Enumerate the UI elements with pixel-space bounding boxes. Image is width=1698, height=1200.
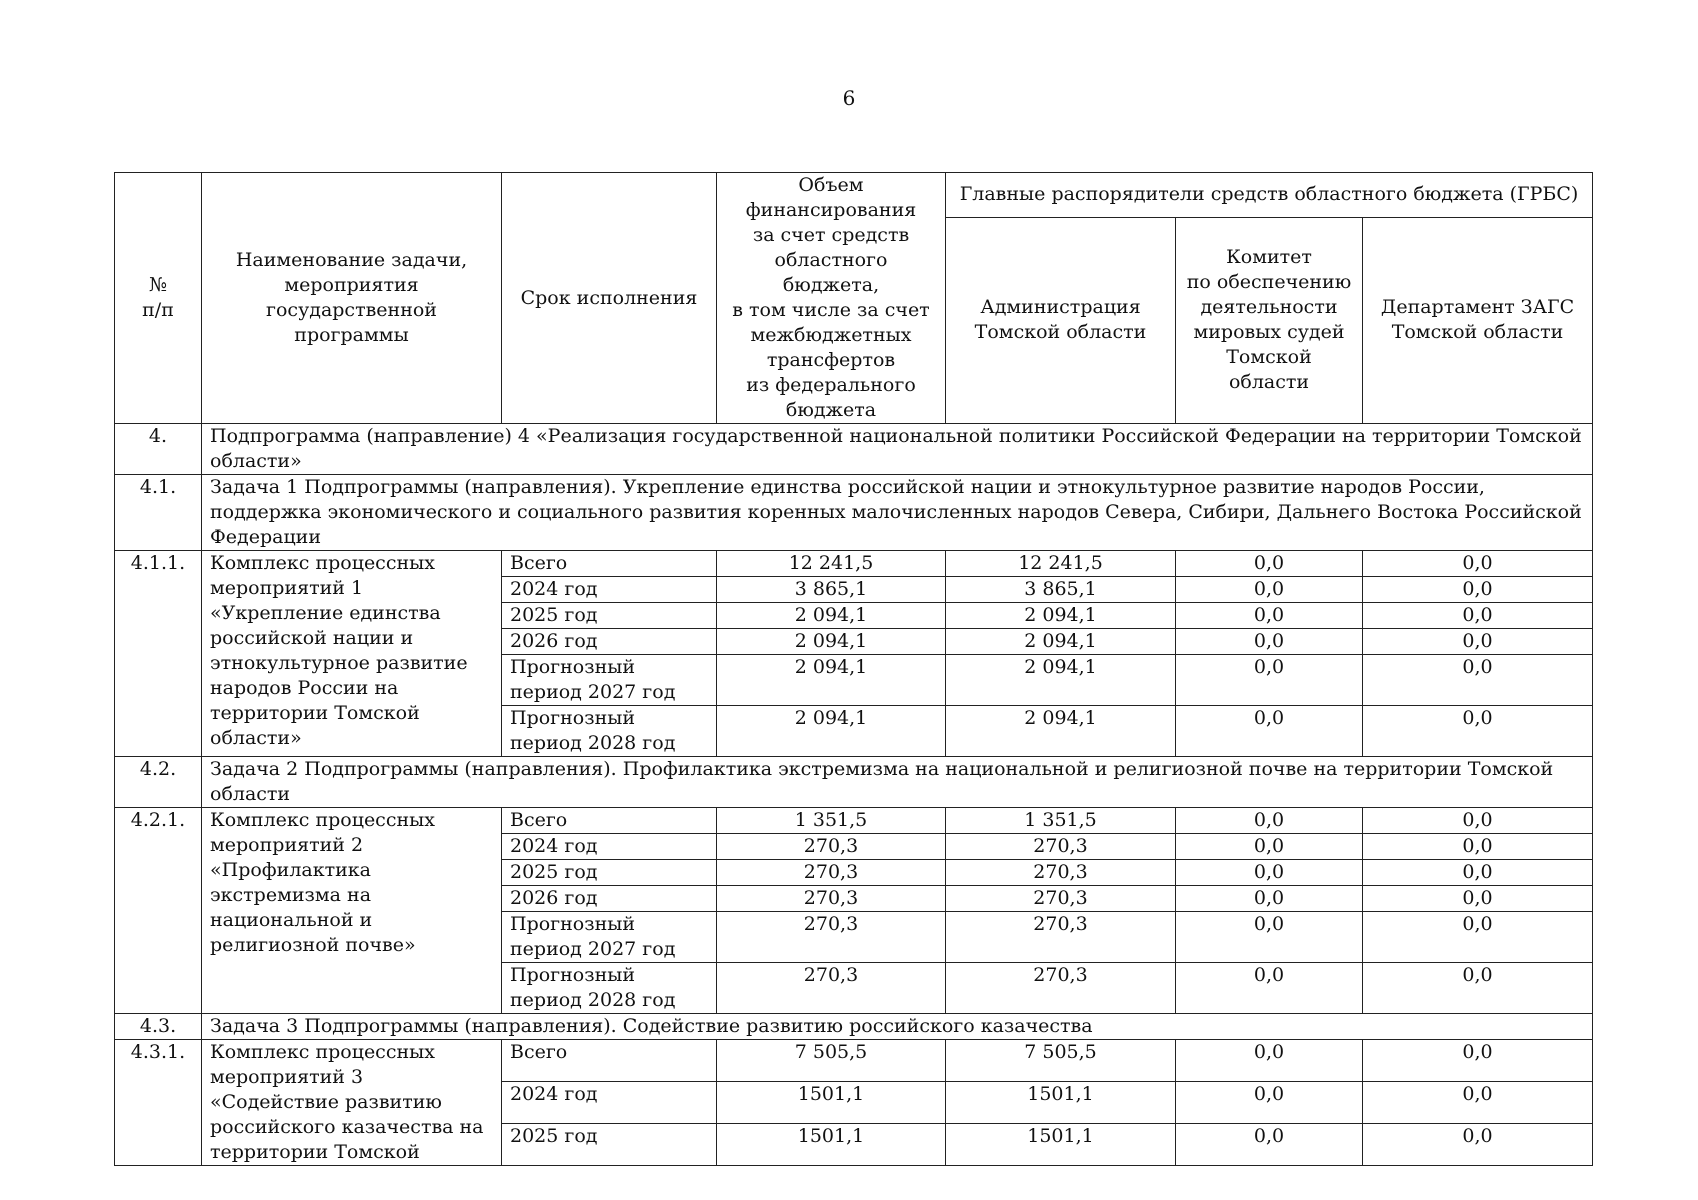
zags-cell: 0,0: [1363, 629, 1593, 655]
admin-cell: 2 094,1: [946, 655, 1176, 706]
section-heading-row: [115, 1014, 1593, 1040]
header-num: № п/п: [115, 173, 202, 424]
header-grbs: Главные распорядители средств областного бюджета (ГРБС): [946, 173, 1593, 218]
zags-cell: 0,0: [1363, 912, 1593, 963]
zags-cell: 0,0: [1363, 963, 1593, 1014]
volume-cell: 270,3: [717, 963, 946, 1014]
zags-cell: 0,0: [1363, 1124, 1593, 1166]
section-heading-row: [115, 424, 1593, 475]
volume-cell: 270,3: [717, 886, 946, 912]
committee-cell: 0,0: [1176, 912, 1363, 963]
section-number: 4.1.: [115, 475, 202, 551]
zags-cell: 0,0: [1363, 860, 1593, 886]
volume-cell: 3 865,1: [717, 577, 946, 603]
admin-cell: 270,3: [946, 886, 1176, 912]
section-title: Задача 1 Подпрограммы (направления). Укрепление единства российской нации и этнокультурное развитие народов России, поддержка экономического и социального развития коренных малочисленных народов Севера, Сибири, Дальнего Востока Российской Федерации: [202, 475, 1593, 551]
volume-cell: 7 505,5: [717, 1040, 946, 1082]
zags-cell: 0,0: [1363, 808, 1593, 834]
section-number: 4.2.: [115, 757, 202, 808]
admin-cell: 270,3: [946, 834, 1176, 860]
term-cell: 2025 год: [502, 860, 717, 886]
term-cell: 2025 год: [502, 603, 717, 629]
item-number: 4.1.1.: [115, 551, 202, 757]
admin-cell: 12 241,5: [946, 551, 1176, 577]
volume-cell: 270,3: [717, 834, 946, 860]
section-title: Подпрограмма (направление) 4 «Реализация государственной национальной политики Российской Федерации на территории Томской области»: [202, 424, 1593, 475]
admin-cell: 1501,1: [946, 1082, 1176, 1124]
section-heading-row: [115, 475, 1593, 551]
item-name: Комплекс процессных мероприятий 2 «Профилактика экстремизма на национальной и религиозной почве»: [202, 808, 502, 1014]
committee-cell: 0,0: [1176, 629, 1363, 655]
admin-cell: 270,3: [946, 912, 1176, 963]
term-cell: Прогнозный период 2027 год: [502, 912, 717, 963]
admin-cell: 3 865,1: [946, 577, 1176, 603]
volume-cell: 12 241,5: [717, 551, 946, 577]
header-volume: Объем финансирования за счет средств областного бюджета, в том числе за счет межбюджетных трансфертов из федерального бюджета: [717, 173, 946, 424]
section-number: 4.3.: [115, 1014, 202, 1040]
zags-cell: 0,0: [1363, 834, 1593, 860]
committee-cell: 0,0: [1176, 706, 1363, 757]
admin-cell: 270,3: [946, 963, 1176, 1014]
section-title: Задача 2 Подпрограммы (направления). Профилактика экстремизма на национальной и религиозной почве на территории Томской области: [202, 757, 1593, 808]
budget-table: [114, 172, 1593, 1166]
zags-cell: 0,0: [1363, 706, 1593, 757]
table-row: [115, 808, 1593, 834]
admin-cell: 1 351,5: [946, 808, 1176, 834]
volume-cell: 2 094,1: [717, 629, 946, 655]
volume-cell: 1501,1: [717, 1082, 946, 1124]
volume-cell: 270,3: [717, 860, 946, 886]
table-header: [115, 173, 1593, 424]
section-heading-row: [115, 757, 1593, 808]
header-term: Срок исполнения: [502, 173, 717, 424]
zags-cell: 0,0: [1363, 1040, 1593, 1082]
section-number: 4.: [115, 424, 202, 475]
table-body: [115, 424, 1593, 1166]
volume-cell: 270,3: [717, 912, 946, 963]
volume-cell: 2 094,1: [717, 603, 946, 629]
section-title: Задача 3 Подпрограммы (направления). Содействие развитию российского казачества: [202, 1014, 1593, 1040]
table-row: [115, 1040, 1593, 1082]
item-number: 4.2.1.: [115, 808, 202, 1014]
term-cell: 2024 год: [502, 1082, 717, 1124]
committee-cell: 0,0: [1176, 1040, 1363, 1082]
term-cell: Прогнозный период 2027 год: [502, 655, 717, 706]
zags-cell: 0,0: [1363, 603, 1593, 629]
term-cell: 2026 год: [502, 886, 717, 912]
committee-cell: 0,0: [1176, 963, 1363, 1014]
zags-cell: 0,0: [1363, 655, 1593, 706]
term-cell: 2024 год: [502, 834, 717, 860]
term-cell: 2024 год: [502, 577, 717, 603]
header-grbs-committee: Комитет по обеспечению деятельности мировых судей Томской области: [1176, 217, 1363, 423]
item-number: 4.3.1.: [115, 1040, 202, 1166]
zags-cell: 0,0: [1363, 1082, 1593, 1124]
term-cell: Всего: [502, 1040, 717, 1082]
committee-cell: 0,0: [1176, 551, 1363, 577]
table-row: [115, 551, 1593, 577]
admin-cell: 1501,1: [946, 1124, 1176, 1166]
volume-cell: 1501,1: [717, 1124, 946, 1166]
term-cell: Всего: [502, 808, 717, 834]
committee-cell: 0,0: [1176, 808, 1363, 834]
header-name: Наименование задачи, мероприятия государственной программы: [202, 173, 502, 424]
volume-cell: 2 094,1: [717, 655, 946, 706]
zags-cell: 0,0: [1363, 551, 1593, 577]
term-cell: Прогнозный период 2028 год: [502, 963, 717, 1014]
committee-cell: 0,0: [1176, 1124, 1363, 1166]
term-cell: Всего: [502, 551, 717, 577]
header-grbs-zags: Департамент ЗАГС Томской области: [1363, 217, 1593, 423]
admin-cell: 2 094,1: [946, 629, 1176, 655]
zags-cell: 0,0: [1363, 577, 1593, 603]
committee-cell: 0,0: [1176, 886, 1363, 912]
admin-cell: 7 505,5: [946, 1040, 1176, 1082]
page-number: 6: [842, 86, 856, 110]
zags-cell: 0,0: [1363, 886, 1593, 912]
item-name: Комплекс процессных мероприятий 3 «Содействие развитию российского казачества на территории Томской: [202, 1040, 502, 1166]
committee-cell: 0,0: [1176, 1082, 1363, 1124]
volume-cell: 1 351,5: [717, 808, 946, 834]
term-cell: 2025 год: [502, 1124, 717, 1166]
header-grbs-admin: Администрация Томской области: [946, 217, 1176, 423]
term-cell: Прогнозный период 2028 год: [502, 706, 717, 757]
admin-cell: 2 094,1: [946, 706, 1176, 757]
item-name: Комплекс процессных мероприятий 1 «Укрепление единства российской нации и этнокультурное развитие народов России на территории Томской области»: [202, 551, 502, 757]
volume-cell: 2 094,1: [717, 706, 946, 757]
admin-cell: 270,3: [946, 860, 1176, 886]
committee-cell: 0,0: [1176, 655, 1363, 706]
committee-cell: 0,0: [1176, 860, 1363, 886]
committee-cell: 0,0: [1176, 577, 1363, 603]
admin-cell: 2 094,1: [946, 603, 1176, 629]
committee-cell: 0,0: [1176, 603, 1363, 629]
committee-cell: 0,0: [1176, 834, 1363, 860]
term-cell: 2026 год: [502, 629, 717, 655]
